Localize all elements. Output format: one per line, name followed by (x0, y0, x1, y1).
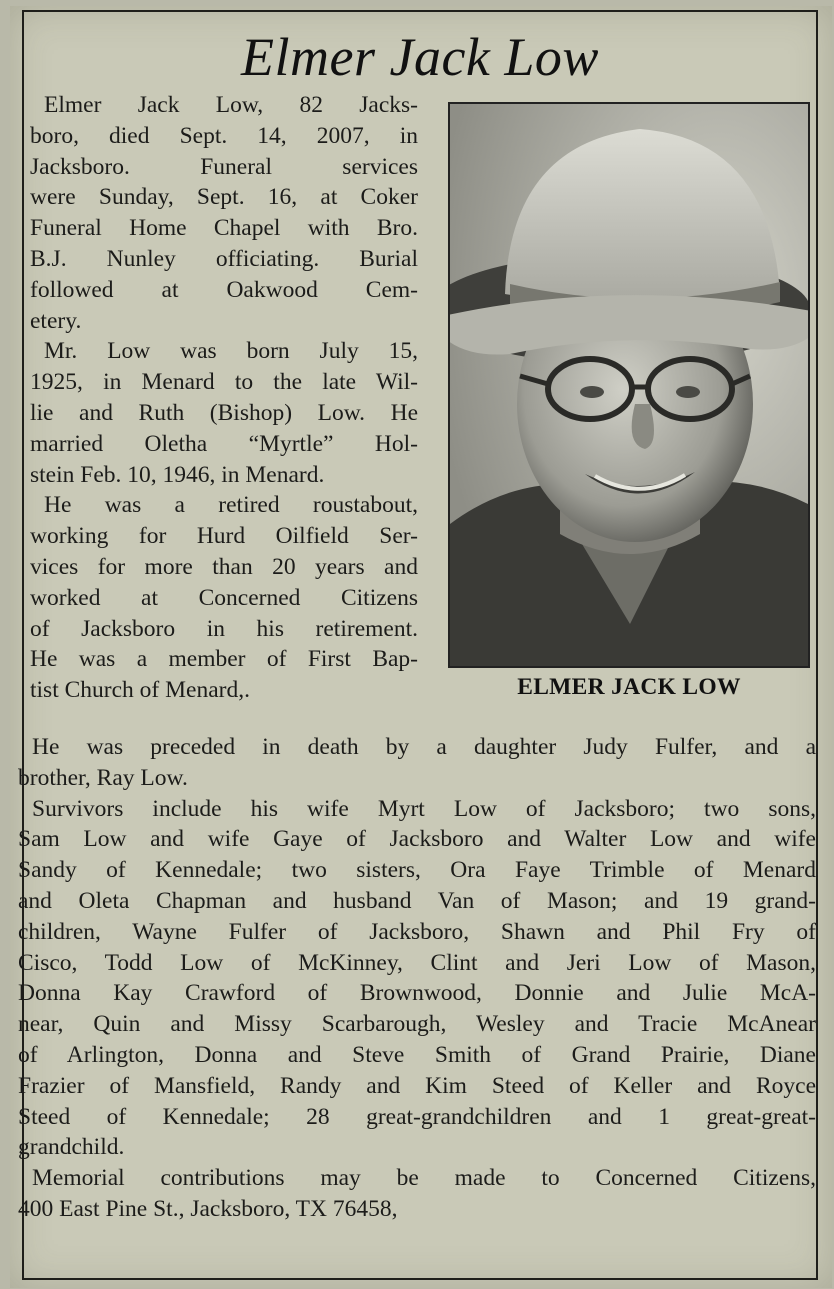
text-line: near, Quin and Missy Scarbarough, Wesley and Tracie McAnear (18, 1011, 816, 1038)
obituary-full-width-text (18, 732, 816, 1225)
obituary-title: Elmer Jack Low (241, 27, 599, 87)
text-line: vices for more than 20 years and (30, 553, 418, 580)
text-line: Cisco, Todd Low of McKinney, Clint and Jeri Low of Mason, (18, 949, 816, 976)
text-line: Mr. Low was born July 15, (44, 338, 418, 365)
text-line: were Sunday, Sept. 16, at Coker (30, 184, 418, 211)
text-line: He was preceded in death by a daughter Judy Fulfer, and a (32, 734, 816, 760)
text-line: of Jacksboro in his retirement. (30, 615, 418, 642)
text-line: Sam Low and wife Gaye of Jacksboro and Walter Low and wife (18, 826, 816, 853)
text-line: Sandy of Kennedale; two sisters, Ora Faye Trimble of Menard (18, 857, 816, 884)
text-line: Frazier of Mansfield, Randy and Kim Steed of Keller and Royce (18, 1072, 816, 1099)
photo-caption: ELMER JACK LOW (517, 674, 741, 700)
text-line: and Oleta Chapman and husband Van of Mason; and 19 grand- (18, 887, 816, 914)
text-line: Memorial contributions may be made to Concerned Citizens, (32, 1165, 816, 1192)
text-line: worked at Concerned Citizens (30, 584, 418, 611)
text-line: Steed of Kennedale; 28 great-grandchildren and 1 great-great- (18, 1103, 816, 1130)
text-line: Jacksboro. Funeral services (30, 153, 418, 180)
text-line: Survivors include his wife Myrt Low of Jacksboro; two sons, (32, 795, 816, 822)
obituary-column-text (30, 90, 418, 706)
portrait-image (450, 104, 808, 666)
text-line: etery. (30, 307, 82, 334)
text-line: boro, died Sept. 14, 2007, in (30, 122, 418, 149)
text-line: married Oletha “Myrtle” Hol- (30, 430, 418, 457)
text-line: He was a member of First Bap- (30, 646, 418, 673)
portrait-photo (448, 102, 810, 668)
text-line: grandchild. (18, 1134, 125, 1161)
text-line: 400 East Pine St., Jacksboro, TX 76458, (18, 1195, 398, 1222)
text-line: working for Hurd Oilfield Ser- (30, 523, 418, 550)
text-line: of Arlington, Donna and Steve Smith of Grand Prairie, Diane (18, 1041, 816, 1068)
text-line: children, Wayne Fulfer of Jacksboro, Shawn and Phil Fry of (18, 918, 816, 945)
text-line: tist Church of Menard,. (30, 677, 250, 704)
text-line: stein Feb. 10, 1946, in Menard. (30, 461, 325, 488)
text-line: 1925, in Menard to the late Wil- (30, 369, 418, 396)
text-line: followed at Oakwood Cem- (30, 276, 418, 303)
text-line: brother, Ray Low. (18, 764, 188, 791)
text-line: Funeral Home Chapel with Bro. (30, 215, 418, 242)
text-line: Elmer Jack Low, 82 Jacks- (44, 92, 418, 118)
text-line: B.J. Nunley officiating. Burial (30, 245, 418, 272)
text-line: He was a retired roustabout, (44, 492, 418, 519)
text-line: Donna Kay Crawford of Brownwood, Donnie and Julie McA- (18, 980, 816, 1007)
text-line: lie and Ruth (Bishop) Low. He (30, 399, 418, 426)
